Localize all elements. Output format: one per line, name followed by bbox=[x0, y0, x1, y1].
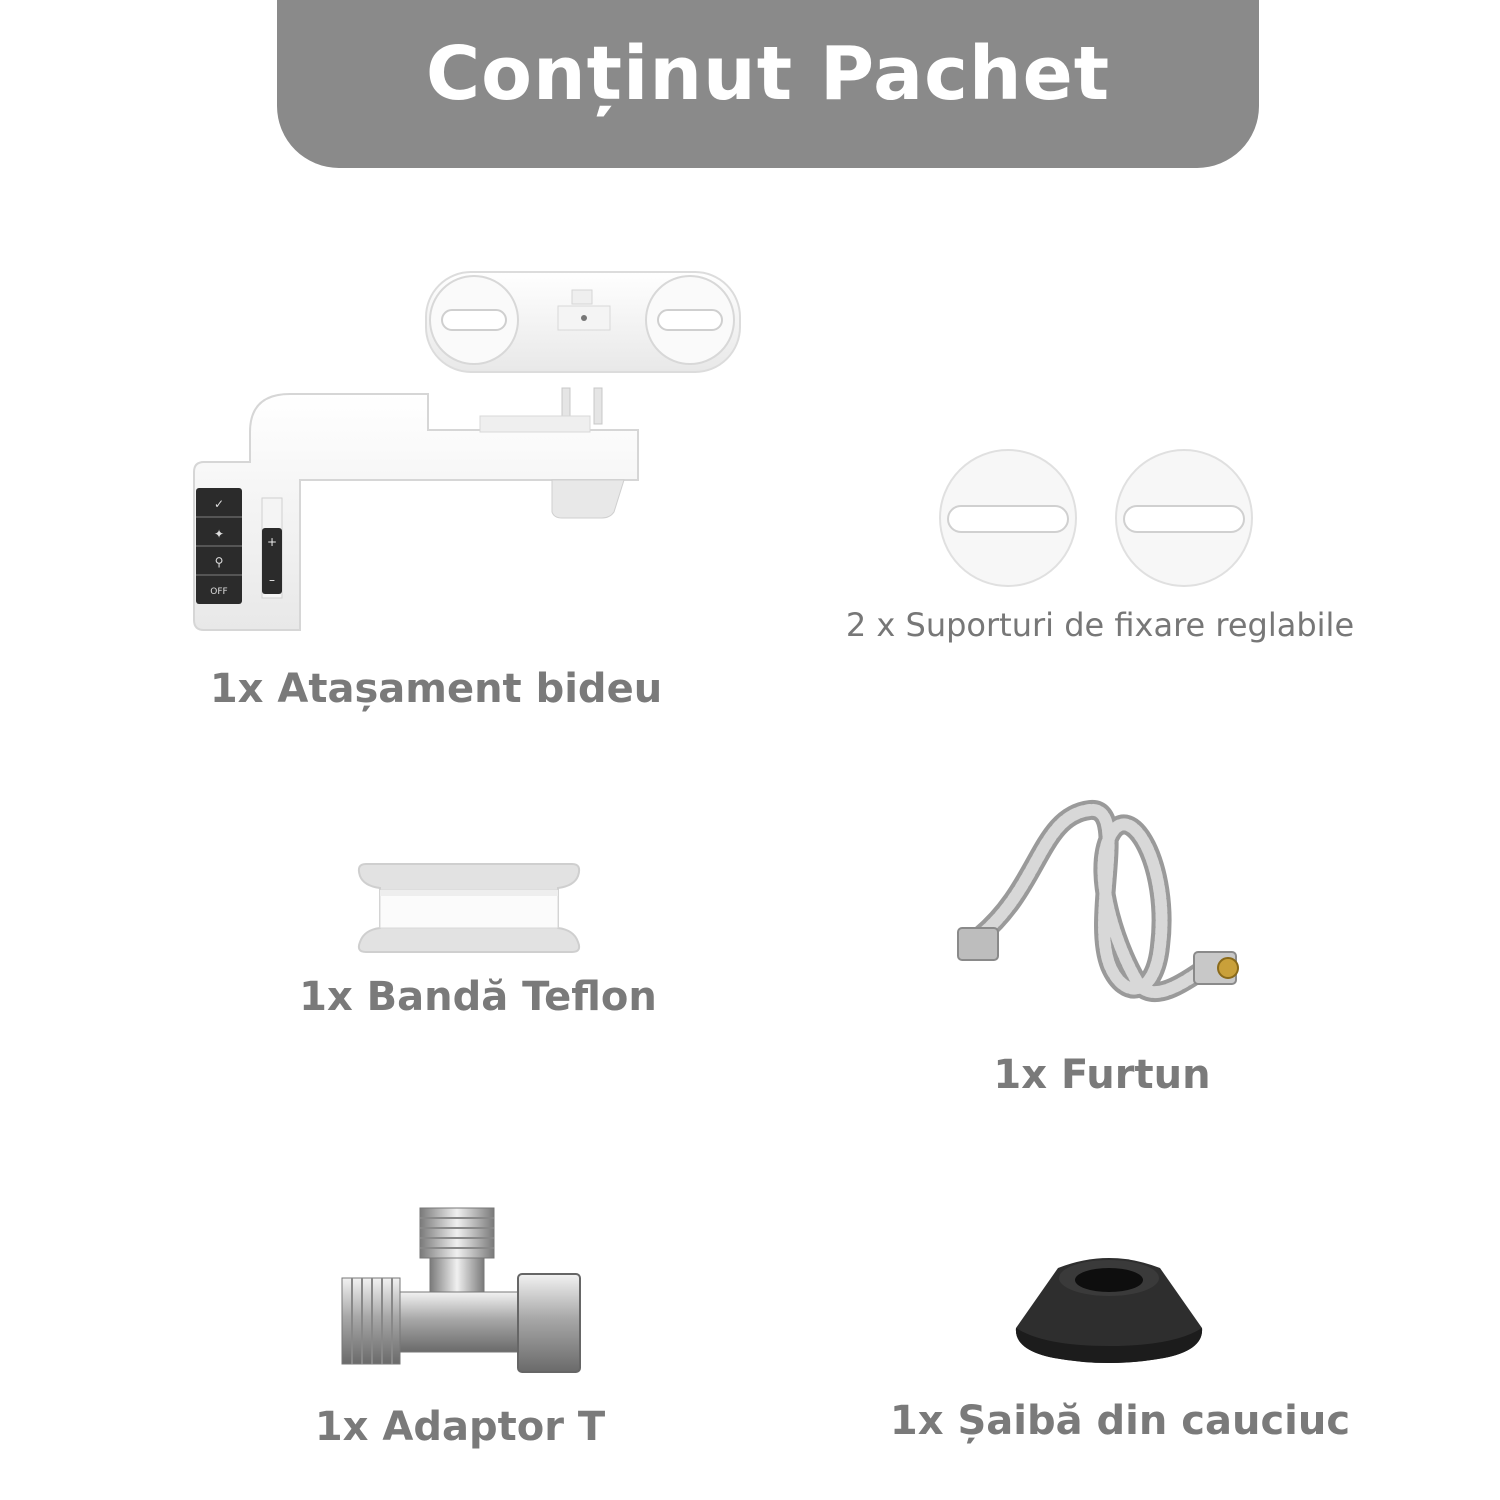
rubber-washer-icon bbox=[1014, 1254, 1204, 1364]
caption-t-adapter: 1x Adaptor T bbox=[314, 1404, 606, 1450]
mounting-plates-icon bbox=[936, 450, 1256, 590]
bidet-attachment-icon bbox=[190, 262, 750, 642]
caption-teflon-tape: 1x Bandă Teflon bbox=[299, 974, 657, 1020]
minus-label: – bbox=[269, 573, 275, 587]
braided-hose-icon bbox=[950, 796, 1250, 1010]
teflon-tape-icon bbox=[352, 860, 586, 956]
svg-text:⚲: ⚲ bbox=[214, 555, 224, 569]
caption-rubber-washer: 1x Șaibă din cauciuc bbox=[889, 1398, 1351, 1444]
plus-label: + bbox=[266, 535, 278, 549]
t-adapter-icon bbox=[338, 1204, 584, 1380]
off-button-label: OFF bbox=[210, 587, 228, 597]
svg-text:✓: ✓ bbox=[213, 497, 225, 511]
page-header bbox=[277, 0, 1259, 168]
caption-hose: 1x Furtun bbox=[993, 1052, 1211, 1098]
caption-bidet-attachment: 1x Atașament bideu bbox=[209, 666, 663, 712]
page-title: Conținut Pachet bbox=[425, 31, 1111, 117]
svg-text:✦: ✦ bbox=[213, 527, 225, 541]
caption-mounting-plates: 2 x Suporturi de fixare reglabile bbox=[845, 606, 1355, 644]
